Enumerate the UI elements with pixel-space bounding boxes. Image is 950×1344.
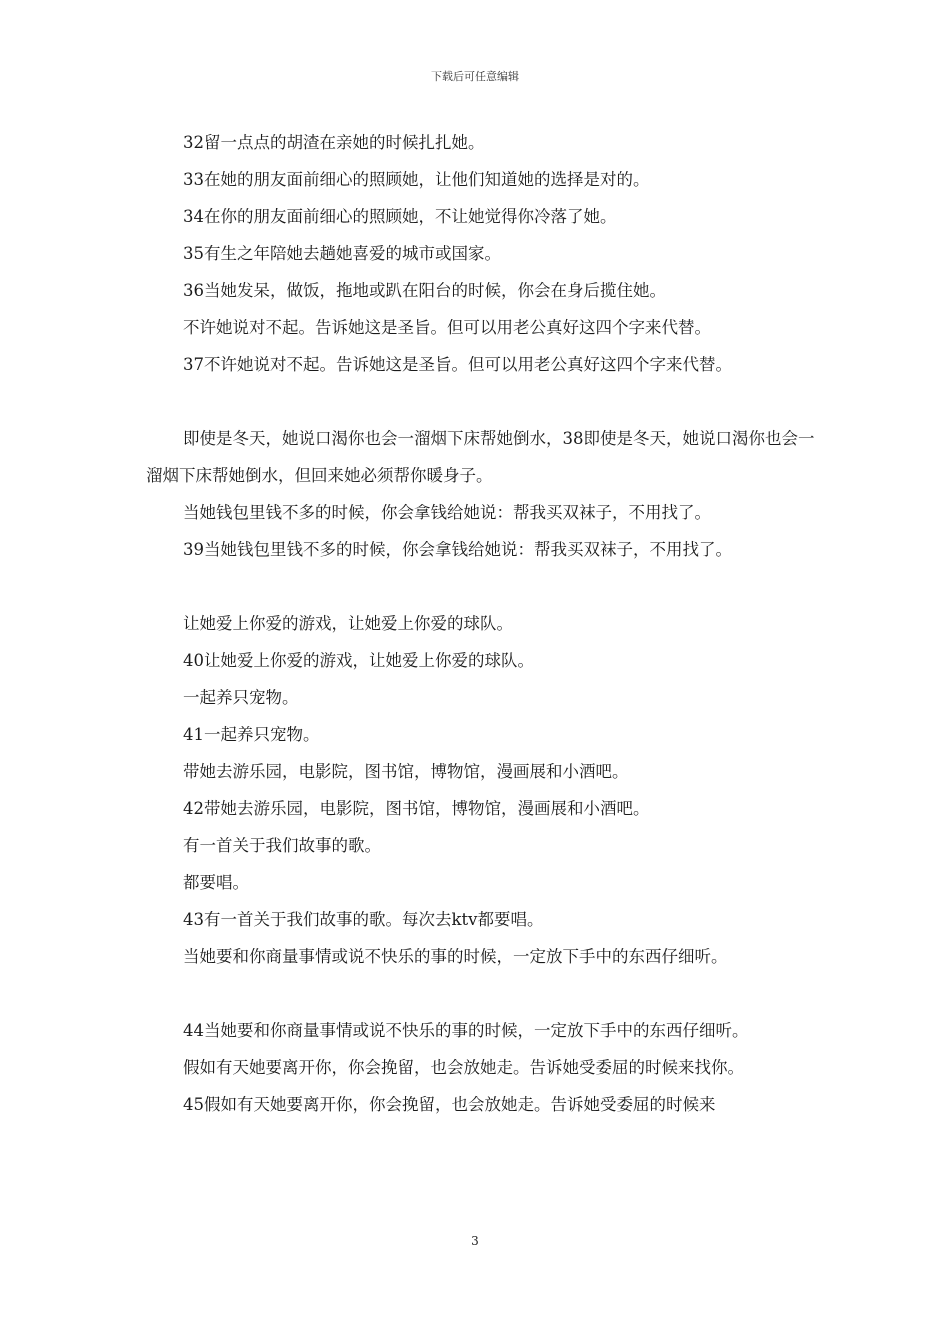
paragraph-song: 有一首关于我们故事的歌。	[183, 836, 381, 855]
paragraph-leave: 假如有天她要离开你，你会挽留，也会放她走。告诉她受委屈的时候来找你。	[183, 1058, 744, 1077]
document-body	[146, 124, 818, 1123]
paragraph-39: 39当她钱包里钱不多的时候，你会拿钱给她说：帮我买双袜子，不用找了。	[183, 540, 732, 559]
blank-line	[146, 975, 818, 1012]
page-number: 3	[471, 1234, 479, 1248]
paragraph-36: 36当她发呆，做饭，拖地或趴在阳台的时候，你会在身后揽住她。	[183, 281, 666, 300]
paragraph-43: 43有一首关于我们故事的歌。每次去ktv都要唱。	[183, 910, 544, 929]
paragraph-41: 41一起养只宠物。	[183, 725, 320, 744]
paragraph-40: 40让她爱上你爱的游戏，让她爱上你爱的球队。	[183, 651, 534, 670]
paragraph-wallet: 当她钱包里钱不多的时候，你会拿钱给她说：帮我买双袜子，不用找了。	[183, 503, 711, 522]
paragraph-42: 42带她去游乐园，电影院，图书馆，博物馆，漫画展和小酒吧。	[183, 799, 650, 818]
paragraph-33: 33在她的朋友面前细心的照顾她，让他们知道她的选择是对的。	[183, 170, 650, 189]
paragraph-37: 37不许她说对不起。告诉她这是圣旨。但可以用老公真好这四个字来代替。	[183, 355, 732, 374]
paragraph-35: 35有生之年陪她去趟她喜爱的城市或国家。	[183, 244, 501, 263]
paragraph-sorry: 不许她说对不起。告诉她这是圣旨。但可以用老公真好这四个字来代替。	[183, 318, 711, 337]
paragraph-44: 44当她要和你商量事情或说不快乐的事的时候，一定放下手中的东西仔细听。	[183, 1021, 749, 1040]
blank-line	[146, 568, 818, 605]
blank-line	[146, 383, 818, 420]
paragraph-34: 34在你的朋友面前细心的照顾她，不让她觉得你冷落了她。	[183, 207, 617, 226]
page-header: 下载后可任意编辑	[431, 70, 519, 83]
paragraph-places: 带她去游乐园，电影院，图书馆，博物馆，漫画展和小酒吧。	[183, 762, 629, 781]
paragraph-listen: 当她要和你商量事情或说不快乐的事的时候，一定放下手中的东西仔细听。	[183, 947, 728, 966]
paragraph-32: 32留一点点的胡渣在亲她的时候扎扎她。	[183, 133, 485, 152]
paragraph-game: 让她爱上你爱的游戏，让她爱上你爱的球队。	[183, 614, 513, 633]
paragraph-45: 45假如有天她要离开你，你会挽留，也会放她走。告诉她受委屈的时候来	[183, 1095, 716, 1114]
paragraph-pet: 一起养只宠物。	[183, 688, 299, 707]
paragraph-38: 即使是冬天，她说口渴你也会一溜烟下床帮她倒水，38即使是冬天，她说口渴你也会一溜烟下床帮她倒水，但回来她必须帮你暖身子。	[146, 429, 815, 485]
paragraph-sing: 都要唱。	[183, 873, 249, 892]
